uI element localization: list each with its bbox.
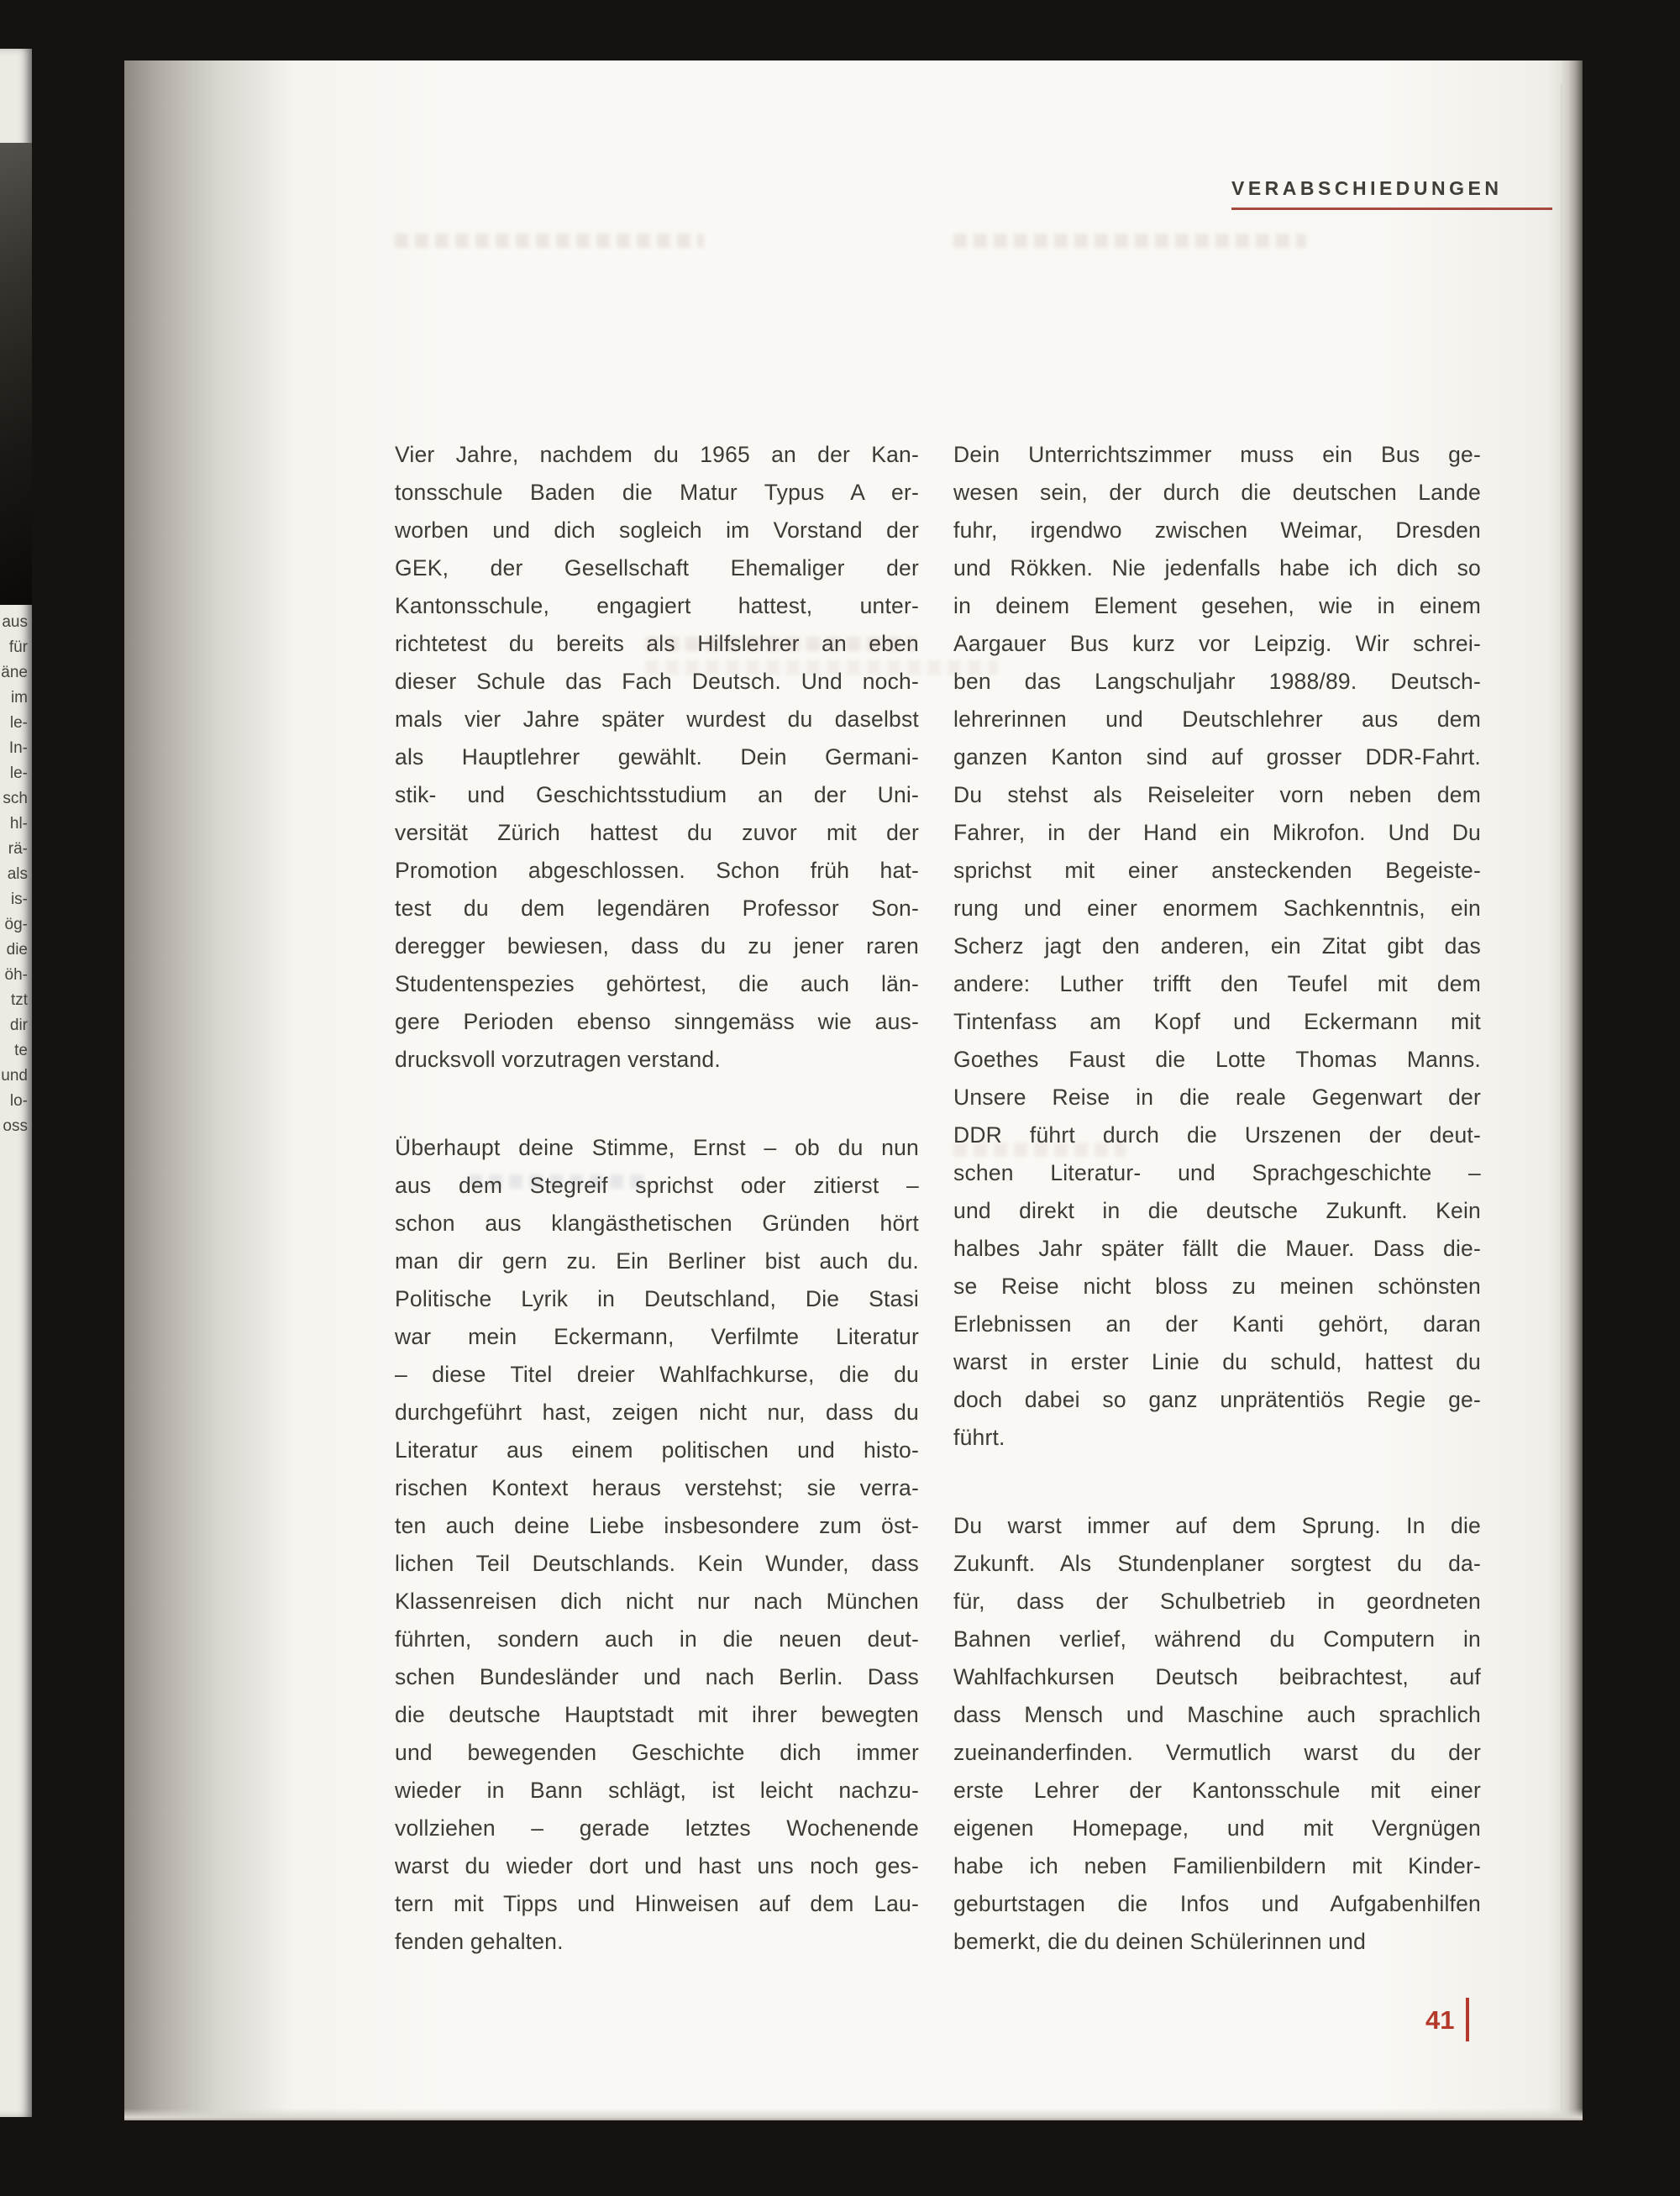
left-page-line-fragment: te bbox=[14, 1042, 28, 1059]
left-page-line-fragment: le- bbox=[9, 714, 28, 732]
text-line: Kantonsschule, engagiert hattest, unter- bbox=[395, 593, 919, 618]
text-line: Goethes Faust die Lotte Thomas Manns. bbox=[953, 1047, 1481, 1072]
text-line: lichen Teil Deutschlands. Kein Wunder, dass bbox=[395, 1551, 919, 1576]
left-page-line-fragment: oss bbox=[3, 1117, 28, 1135]
text-line: Studentenspezies gehörtest, die auch län- bbox=[395, 971, 919, 996]
text-line: Erlebnissen an der Kanti gehört, daran bbox=[953, 1311, 1481, 1337]
left-page-line-fragment: aus bbox=[2, 613, 28, 631]
text-line: führten, sondern auch in die neuen deut- bbox=[395, 1626, 919, 1652]
text-line: in deinem Element gesehen, wie in einem bbox=[953, 593, 1481, 618]
text-line: und direkt in die deutsche Zukunft. Kein bbox=[953, 1198, 1481, 1223]
text-line: Bahnen verlief, während du Computern in bbox=[953, 1626, 1481, 1652]
text-line: Scherz jagt den anderen, ein Zitat gibt das bbox=[953, 933, 1481, 959]
page-stack-edge bbox=[1547, 60, 1583, 2120]
show-through-text bbox=[395, 234, 704, 248]
text-column-right bbox=[953, 436, 1481, 1961]
text-line: Politische Lyrik in Deutschland, Die Stasi bbox=[395, 1286, 919, 1311]
book-page bbox=[124, 60, 1583, 2120]
page-number-block bbox=[1425, 1998, 1469, 2043]
page-bottom-edge bbox=[124, 2109, 1583, 2120]
left-page-photo-fragment bbox=[0, 143, 32, 605]
text-line: se Reise nicht bloss zu meinen schönsten bbox=[953, 1274, 1481, 1299]
left-page-line-fragment: hl- bbox=[9, 815, 28, 833]
text-line: drucksvoll vorzutragen verstand. bbox=[395, 1047, 721, 1072]
left-page-line-fragment: öh- bbox=[4, 966, 28, 984]
left-page-line-fragment: rä- bbox=[8, 840, 28, 858]
paragraph bbox=[953, 1507, 1481, 1961]
text-line: vollziehen – gerade letztes Wochenende bbox=[395, 1815, 919, 1841]
text-line: rischen Kontext heraus verstehst; sie verra- bbox=[395, 1475, 919, 1500]
text-line: Literatur aus einem politischen und histo- bbox=[395, 1437, 919, 1463]
text-line: dass Mensch und Maschine auch sprachlich bbox=[953, 1702, 1481, 1727]
text-line: Zukunft. Als Stundenplaner sorgtest du da- bbox=[953, 1551, 1481, 1576]
text-line: versität Zürich hattest du zuvor mit der bbox=[395, 820, 919, 845]
text-line: stik- und Geschichtsstudium an der Uni- bbox=[395, 782, 919, 807]
left-page-text-fragments bbox=[0, 610, 30, 1139]
text-line: lehrerinnen und Deutschlehrer aus dem bbox=[953, 707, 1481, 732]
left-page-line-fragment: tzt bbox=[10, 991, 28, 1009]
text-line: und Rökken. Nie jedenfalls habe ich dich so bbox=[953, 555, 1481, 581]
left-page-edge bbox=[0, 49, 32, 2117]
text-line: – diese Titel dreier Wahlfachkurse, die du bbox=[395, 1362, 919, 1387]
text-line: die deutsche Hauptstadt mit ihrer bewegten bbox=[395, 1702, 919, 1727]
text-line: war mein Eckermann, Verfilmte Literatur bbox=[395, 1324, 919, 1349]
text-line: erste Lehrer der Kantonsschule mit einer bbox=[953, 1778, 1481, 1803]
header-title: VERABSCHIEDUNGEN bbox=[1231, 177, 1503, 199]
text-line: Überhaupt deine Stimme, Ernst – ob du nun bbox=[395, 1135, 919, 1160]
text-line: gere Perioden ebenso sinngemäss wie aus- bbox=[395, 1009, 919, 1034]
text-line: deregger bewiesen, dass du zu jener raren bbox=[395, 933, 919, 959]
text-line: test du dem legendären Professor Son- bbox=[395, 896, 919, 921]
text-line: Dein Unterrichtszimmer muss ein Bus ge- bbox=[953, 442, 1481, 467]
left-page-line-fragment: äne bbox=[1, 664, 28, 681]
left-page-line-fragment: dir bbox=[9, 1017, 28, 1034]
left-page-line-fragment: lo- bbox=[9, 1092, 28, 1110]
text-line: habe ich neben Familienbildern mit Kinder- bbox=[953, 1853, 1481, 1878]
text-line: Promotion abgeschlossen. Schon früh hat- bbox=[395, 858, 919, 883]
text-line: durchgeführt hast, zeigen nicht nur, dass du bbox=[395, 1400, 919, 1425]
left-page-line-fragment: In- bbox=[8, 739, 28, 757]
text-line: dieser Schule das Fach Deutsch. Und noch- bbox=[395, 669, 919, 694]
text-line: Unsere Reise in die reale Gegenwart der bbox=[953, 1085, 1481, 1110]
show-through-text bbox=[953, 234, 1306, 248]
text-line: für, dass der Schulbetrieb in geordneten bbox=[953, 1589, 1481, 1614]
text-line: führt. bbox=[953, 1425, 1005, 1450]
text-line: schon aus klangästhetischen Gründen hört bbox=[395, 1211, 919, 1236]
left-page-line-fragment: und bbox=[1, 1067, 28, 1085]
text-line: sprichst mit einer ansteckenden Begeiste- bbox=[953, 858, 1481, 883]
page-edge-line bbox=[1569, 84, 1571, 2112]
left-page-line-fragment: die bbox=[6, 941, 28, 959]
paragraph bbox=[953, 436, 1481, 1457]
page-number: 41 bbox=[1425, 2005, 1455, 2035]
text-line: tern mit Tipps und Hinweisen auf dem Lau- bbox=[395, 1891, 919, 1916]
text-line: Tintenfass am Kopf und Eckermann mit bbox=[953, 1009, 1481, 1034]
text-line: tonsschule Baden die Matur Typus A er- bbox=[395, 480, 919, 505]
left-page-line-fragment: im bbox=[10, 689, 28, 707]
text-column-left bbox=[395, 436, 919, 1961]
running-header bbox=[1231, 176, 1552, 210]
text-line: und bewegenden Geschichte dich immer bbox=[395, 1740, 919, 1765]
left-page-line-fragment: le- bbox=[9, 764, 28, 782]
text-line: eigenen Homepage, und mit Vergnügen bbox=[953, 1815, 1481, 1841]
text-line: zueinanderfinden. Vermutlich warst du der bbox=[953, 1740, 1481, 1765]
text-line: ganzen Kanton sind auf grosser DDR-Fahrt. bbox=[953, 744, 1481, 770]
text-line: schen Bundesländer und nach Berlin. Dass bbox=[395, 1664, 919, 1689]
text-line: andere: Luther trifft den Teufel mit dem bbox=[953, 971, 1481, 996]
text-line: als Hauptlehrer gewählt. Dein Germani- bbox=[395, 744, 919, 770]
text-line: Du warst immer auf dem Sprung. In die bbox=[953, 1513, 1481, 1538]
page-edge-line bbox=[1561, 84, 1562, 2112]
text-line: bemerkt, die du deinen Schülerinnen und bbox=[953, 1929, 1367, 1954]
paragraph bbox=[395, 1129, 919, 1961]
text-line: geburtstagen die Infos und Aufgabenhilfen bbox=[953, 1891, 1481, 1916]
text-line: doch dabei so ganz unprätentiös Regie ge- bbox=[953, 1387, 1481, 1412]
text-line: aus dem Stegreif sprichst oder zitierst – bbox=[395, 1173, 919, 1198]
gutter-shadow bbox=[124, 60, 292, 2120]
left-page-line-fragment: für bbox=[8, 638, 28, 656]
left-page-line-fragment: als bbox=[7, 865, 28, 883]
text-line: ben das Langschuljahr 1988/89. Deutsch- bbox=[953, 669, 1481, 694]
text-line: richtetest du bereits als Hilfslehrer an eben bbox=[395, 631, 919, 656]
header-rule bbox=[1231, 208, 1552, 210]
text-line: rung und einer enormem Sachkenntnis, ein bbox=[953, 896, 1481, 921]
text-line: fuhr, irgendwo zwischen Weimar, Dresden bbox=[953, 517, 1481, 543]
text-line: DDR führt durch die Urszenen der deut- bbox=[953, 1122, 1481, 1148]
text-line: Aargauer Bus kurz vor Leipzig. Wir schrei- bbox=[953, 631, 1481, 656]
text-line: warst in erster Linie du schuld, hattest du bbox=[953, 1349, 1481, 1374]
text-line: wieder in Bann schlägt, ist leicht nachzu- bbox=[395, 1778, 919, 1803]
left-page-line-fragment: is- bbox=[10, 890, 28, 908]
text-line: Klassenreisen dich nicht nur nach München bbox=[395, 1589, 919, 1614]
left-page-line-fragment: ög- bbox=[4, 916, 28, 933]
text-line: halbes Jahr später fällt die Mauer. Dass die- bbox=[953, 1236, 1481, 1261]
text-line: GEK, der Gesellschaft Ehemaliger der bbox=[395, 555, 919, 581]
text-line: Fahrer, in der Hand ein Mikrofon. Und Du bbox=[953, 820, 1481, 845]
text-line: Wahlfachkursen Deutsch beibrachtest, auf bbox=[953, 1664, 1481, 1689]
text-line: schen Literatur- und Sprachgeschichte – bbox=[953, 1160, 1481, 1185]
text-line: wesen sein, der durch die deutschen Lande bbox=[953, 480, 1481, 505]
text-line: man dir gern zu. Ein Berliner bist auch du. bbox=[395, 1248, 919, 1274]
text-line: warst du wieder dort und hast uns noch ges- bbox=[395, 1853, 919, 1878]
text-line: Vier Jahre, nachdem du 1965 an der Kan- bbox=[395, 442, 919, 467]
paragraph bbox=[395, 436, 919, 1079]
text-line: mals vier Jahre später wurdest du daselbst bbox=[395, 707, 919, 732]
page-number-rule bbox=[1466, 1998, 1469, 2041]
text-line: worben und dich sogleich im Vorstand der bbox=[395, 517, 919, 543]
left-page-line-fragment: sch bbox=[3, 790, 28, 807]
text-line: ten auch deine Liebe insbesondere zum öst- bbox=[395, 1513, 919, 1538]
text-line: fenden gehalten. bbox=[395, 1929, 564, 1954]
text-line: Du stehst als Reiseleiter vorn neben dem bbox=[953, 782, 1481, 807]
